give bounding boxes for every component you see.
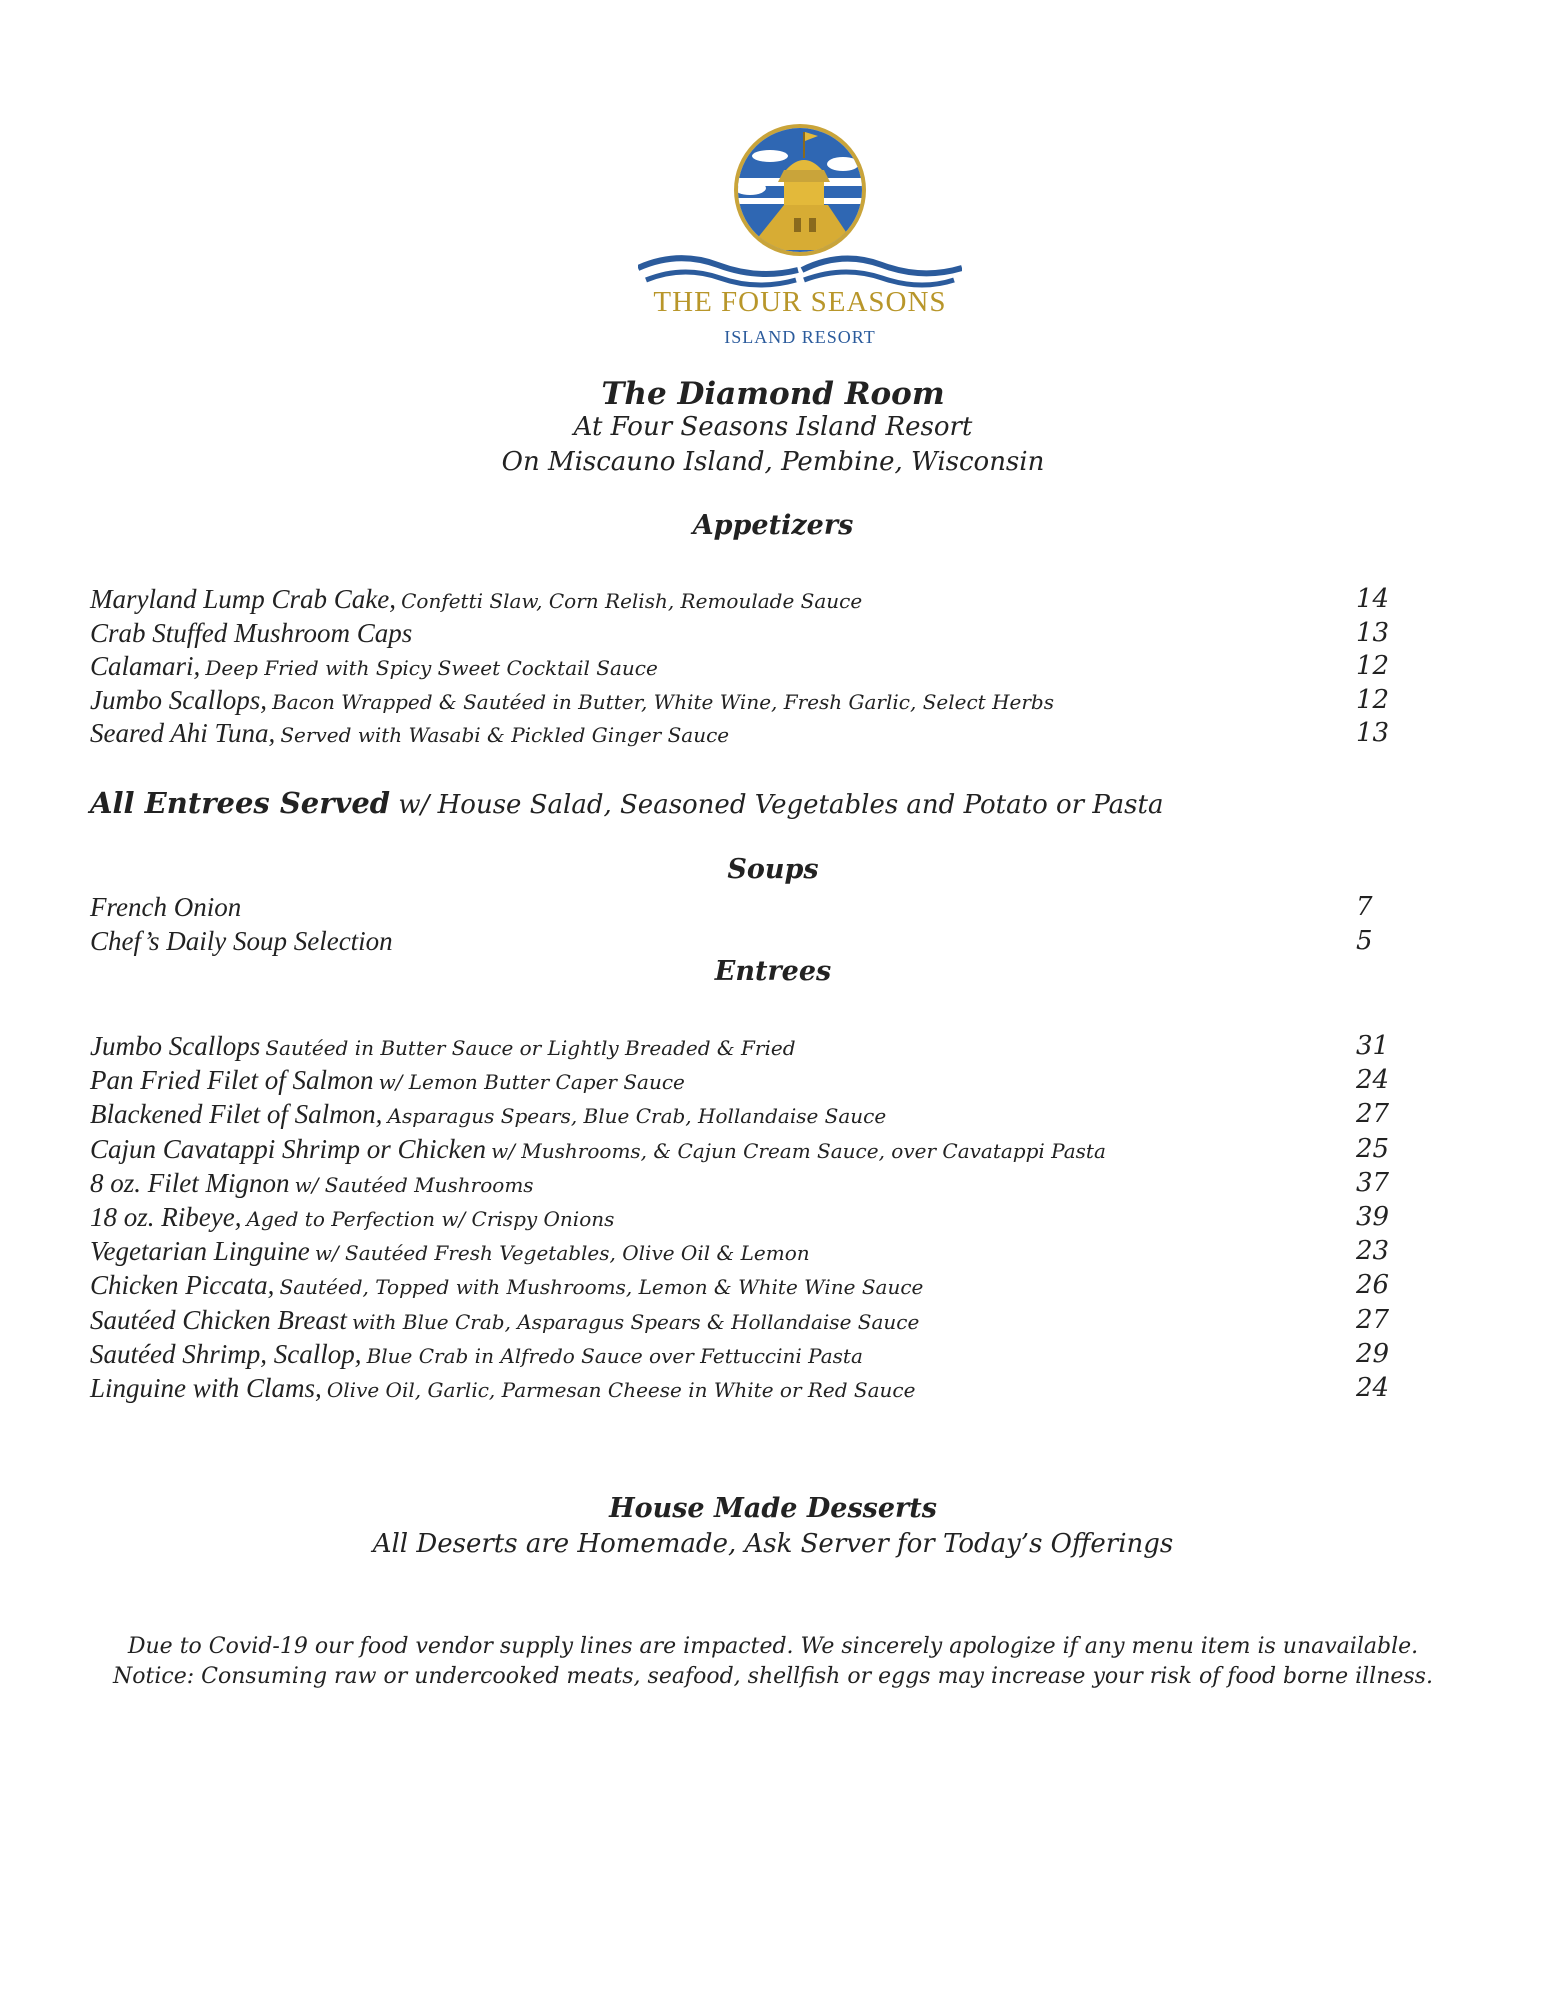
menu-item-price: 31 <box>1356 1031 1390 1061</box>
menu-item-description: Bacon Wrapped & Sautéed in Butter, White Wine, Fresh Garlic, Select Herbs <box>272 689 1054 714</box>
menu-item-name: Pan Fried Filet of Salmon <box>90 1065 374 1096</box>
entrees-served-text: w/ House Salad, Seasoned Vegetables and Potato or Pasta <box>398 790 1164 820</box>
menu-item <box>90 584 1390 618</box>
menu-item-name: Vegetarian Linguine <box>90 1236 310 1267</box>
menu-item-name: Blackened Filet of Salmon, <box>90 1099 383 1130</box>
entrees-heading: Entrees <box>714 956 832 987</box>
menu-item-name: Seared Ahi Tuna, <box>90 718 276 748</box>
menu-item <box>90 1168 1390 1202</box>
brand-name: THE FOUR SEASONS <box>653 286 947 318</box>
menu-item-description: Olive Oil, Garlic, Parmesan Cheese in White or Red Sauce <box>326 1378 916 1402</box>
menu-item <box>90 618 1390 652</box>
menu-item <box>90 1373 1390 1407</box>
menu-item-name: Linguine with Clams, <box>90 1373 322 1403</box>
menu-item <box>90 651 1390 685</box>
menu-item <box>90 1236 1390 1270</box>
restaurant-title: The Diamond Room <box>601 376 945 412</box>
menu-item-description: Deep Fried with Spicy Sweet Cocktail Sauce <box>205 656 658 680</box>
menu-item-description: w/ Sautéed Fresh Vegetables, Olive Oil & Lemon <box>314 1241 810 1266</box>
menu-item-description: with Blue Crab, Asparagus Spears & Hollandaise Sauce <box>352 1309 920 1334</box>
entrees-served-note <box>90 786 1163 820</box>
menu-item-name: 8 oz. Filet Mignon <box>90 1167 290 1198</box>
menu-item-name: Chicken Piccata, <box>90 1270 275 1301</box>
menu-item-name: Calamari, <box>90 651 201 681</box>
menu-item-description: Sautéed in Butter Sauce or Lightly Breaded & Fried <box>265 1036 796 1060</box>
menu-item-description: Served with Wasabi & Pickled Ginger Sauce <box>280 723 730 747</box>
menu-item <box>90 1270 1390 1304</box>
appetizers-heading: Appetizers <box>692 510 854 541</box>
menu-item-description: Sautéed, Topped with Mushrooms, Lemon & White Wine Sauce <box>279 1275 924 1300</box>
menu-item-name: Maryland Lump Crab Cake, <box>90 584 396 614</box>
menu-item-name: 18 oz. Ribeye, <box>90 1202 242 1232</box>
desserts-text: All Deserts are Homemade, Ask Server for Today’s Offerings <box>372 1529 1174 1559</box>
menu-item-description: Blue Crab in Alfredo Sauce over Fettuccini Pasta <box>366 1343 863 1368</box>
menu-item <box>90 1031 1390 1065</box>
menu-item-name: Jumbo Scallops, <box>90 684 267 715</box>
restaurant-subtitle-2: On Miscauno Island, Pembine, Wisconsin <box>501 447 1045 477</box>
menu-item-description: Asparagus Spears, Blue Crab, Hollandaise Sauce <box>387 1104 887 1129</box>
menu-item-name: Sautéed Shrimp, Scallop, <box>90 1338 362 1369</box>
menu-item-price: 39 <box>1356 1202 1390 1232</box>
menu-item-name: Chef’s Daily Soup Selection <box>90 926 393 956</box>
menu-item <box>90 1305 1390 1339</box>
menu-item-price: 26 <box>1356 1270 1390 1301</box>
menu-item <box>90 1339 1390 1373</box>
menu-item <box>90 685 1390 719</box>
menu-item <box>90 926 1390 960</box>
menu-item-name: Cajun Cavatappi Shrimp or Chicken <box>90 1133 486 1164</box>
entrees-served-bold: All Entrees Served <box>90 786 391 820</box>
menu-item-price: 25 <box>1356 1133 1390 1164</box>
menu-item <box>90 718 1390 752</box>
menu-item-description: Aged to Perfection w/ Crispy Onions <box>246 1207 615 1231</box>
restaurant-subtitle-1: At Four Seasons Island Resort <box>573 412 973 442</box>
soups-heading: Soups <box>727 854 819 885</box>
menu-item-name: Jumbo Scallops <box>90 1031 261 1061</box>
menu-item-price: 14 <box>1356 584 1390 614</box>
menu-item-description: w/ Lemon Butter Caper Sauce <box>378 1070 685 1095</box>
menu-item-price: 23 <box>1356 1236 1390 1267</box>
menu-item <box>90 892 1390 926</box>
menu-item-price: 12 <box>1356 651 1390 681</box>
menu-item-price: 29 <box>1356 1338 1390 1369</box>
desserts-heading: House Made Desserts <box>609 1493 937 1524</box>
menu-item-name: Sautéed Chicken Breast <box>90 1304 347 1335</box>
menu-item-price: 12 <box>1356 684 1390 715</box>
menu-item <box>90 1099 1390 1133</box>
menu-item-name: French Onion <box>90 892 242 922</box>
menu-item-description: w/ Sautéed Mushrooms <box>294 1172 534 1197</box>
menu-item-price: 24 <box>1356 1373 1390 1403</box>
menu-item-price: 27 <box>1356 1099 1390 1130</box>
brand-subname: ISLAND RESORT <box>724 327 876 347</box>
menu-item-price: 13 <box>1356 617 1390 648</box>
menu-item-description: Confetti Slaw, Corn Relish, Remoulade Sauce <box>401 589 863 613</box>
food-safety-notice: Notice: Consuming raw or undercooked meats, seafood, shellfish or eggs may increase your risk of food borne illness. <box>113 1664 1433 1689</box>
menu-item-price: 24 <box>1356 1065 1390 1096</box>
menu-item-price: 27 <box>1356 1304 1390 1335</box>
menu-item-description: w/ Mushrooms, & Cajun Cream Sauce, over Cavatappi Pasta <box>491 1138 1106 1163</box>
menu-item-price: 13 <box>1356 718 1390 748</box>
menu-item <box>90 1202 1390 1236</box>
menu-item-price: 5 <box>1356 926 1373 956</box>
menu-item-price: 37 <box>1356 1167 1390 1198</box>
menu-item-name: Crab Stuffed Mushroom Caps <box>90 617 413 648</box>
menu-item <box>90 1134 1390 1168</box>
menu-item-price: 7 <box>1356 892 1373 922</box>
menu-item <box>90 1065 1390 1099</box>
covid-notice: Due to Covid-19 our food vendor supply lines are impacted. We sincerely apologize if any menu item is unavailable. <box>127 1634 1419 1659</box>
